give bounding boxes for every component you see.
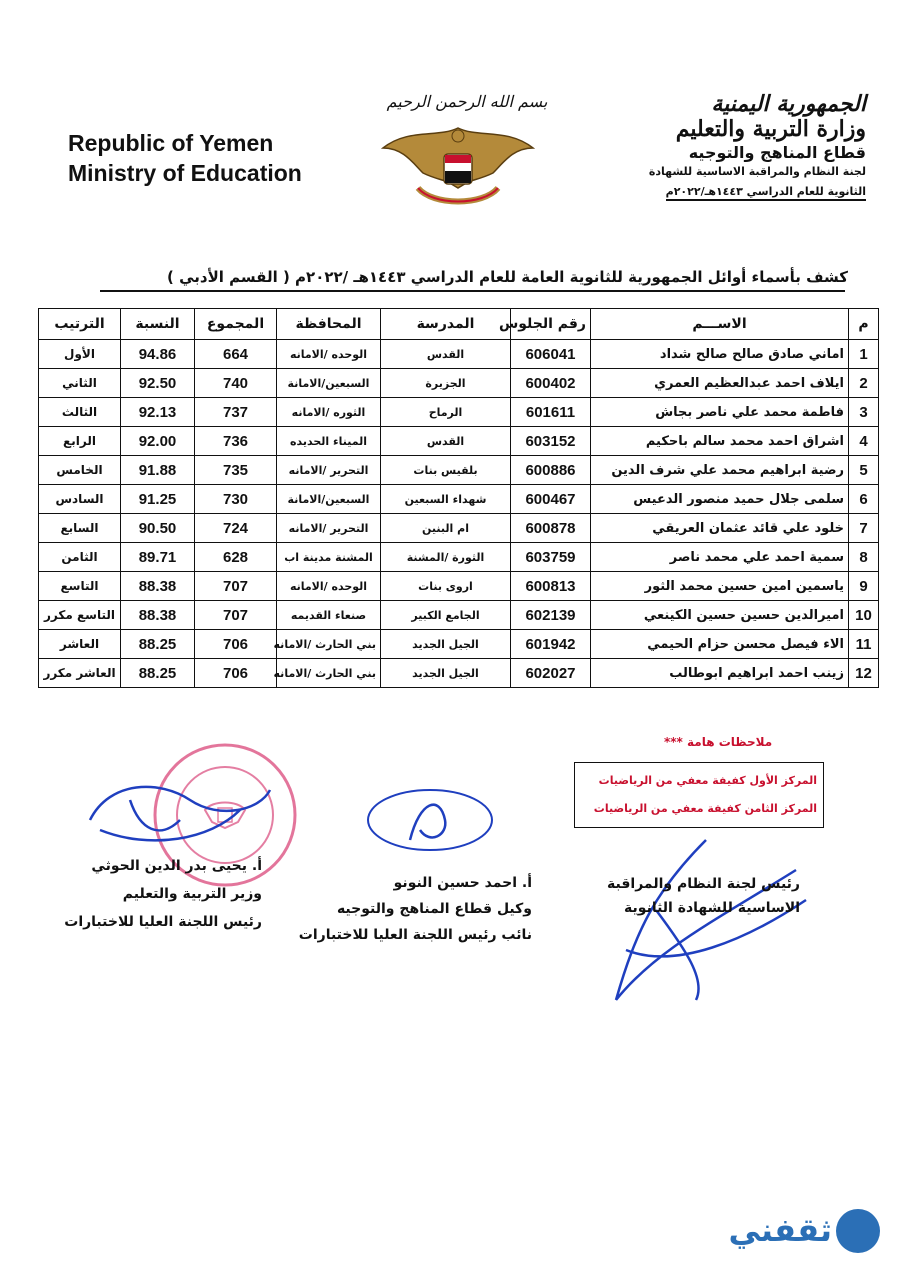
signature-committee-line1: رئيس لجنة النظام والمراقبة [607, 876, 800, 892]
col-header-governorate: المحافظة [277, 309, 381, 340]
cell-percent: 89.71 [121, 543, 195, 572]
header-ar-line2: وزارة التربية والتعليم [675, 116, 866, 142]
cell-governorate: المشنة مدينة اب [277, 543, 381, 572]
table-row [39, 398, 879, 427]
basmala: بسم الله الرحمن الرحيم [386, 92, 548, 111]
cell-index: 1 [849, 340, 879, 369]
cell-governorate: السبعين/الامانة [277, 369, 381, 398]
col-header-percent: النسبة [121, 309, 195, 340]
cell-percent: 90.50 [121, 514, 195, 543]
note-item: المركز الثامن كفيفة معفي من الرياضيات [593, 802, 817, 815]
cell-governorate: بني الحارث /الامانه [277, 630, 381, 659]
cell-total: 724 [195, 514, 277, 543]
cell-school: ام البنين [381, 514, 511, 543]
header-arabic [646, 92, 866, 201]
header-ar-line3: قطاع المناهج والتوجيه [688, 143, 866, 162]
col-header-index: م [849, 309, 879, 340]
cell-name: سمية احمد علي محمد ناصر [591, 543, 849, 572]
signature-deputy-line3: نائب رئيس اللجنة العليا للاختبارات [298, 927, 532, 943]
signature-scribble-deputy-icon [360, 780, 500, 860]
col-header-school: المدرسة [381, 309, 511, 340]
cell-school: الجيل الجديد [381, 630, 511, 659]
cell-school: الجزيرة [381, 369, 511, 398]
cell-school: اروى بنات [381, 572, 511, 601]
cell-governorate: الوحده /الامانه [277, 340, 381, 369]
table-row [39, 601, 879, 630]
cell-total: 737 [195, 398, 277, 427]
cell-school: الجامع الكبير [381, 601, 511, 630]
cell-index: 8 [849, 543, 879, 572]
cell-rank: الرابع [39, 427, 121, 456]
header-en-line2: Ministry of Education [68, 160, 302, 186]
table-row [39, 456, 879, 485]
eagle-emblem-icon [378, 118, 538, 216]
signature-deputy [292, 870, 532, 948]
cell-school: بلقيس بنات [381, 456, 511, 485]
cell-name: ايلاف احمد عبدالعظيم العمري [591, 369, 849, 398]
cell-percent: 92.50 [121, 369, 195, 398]
results-table [38, 308, 879, 688]
cell-name: خلود علي قائد عثمان العريقي [591, 514, 849, 543]
table-row [39, 514, 879, 543]
cell-school: القدس [381, 340, 511, 369]
cell-index: 4 [849, 427, 879, 456]
header-ar-line4: لجنة النظام والمراقبة الاساسية للشهادة [648, 165, 866, 178]
lightbulb-icon [836, 1209, 880, 1253]
col-header-rank: الترتيب [39, 309, 121, 340]
cell-index: 9 [849, 572, 879, 601]
cell-seat: 600813 [511, 572, 591, 601]
notes-title: ملاحظات هامة *** [664, 735, 773, 749]
table-row [39, 659, 879, 688]
cell-school: القدس [381, 427, 511, 456]
cell-rank: الثامن [39, 543, 121, 572]
cell-name: سلمى جلال حميد منصور الدعيس [591, 485, 849, 514]
cell-seat: 601611 [511, 398, 591, 427]
table-row [39, 427, 879, 456]
cell-rank: العاشر [39, 630, 121, 659]
cell-seat: 602139 [511, 601, 591, 630]
title-underline [100, 290, 845, 292]
watermark [690, 1205, 880, 1265]
cell-school: شهداء السبعين [381, 485, 511, 514]
header-ar-line1: الجمهورية اليمنية [711, 91, 866, 117]
cell-total: 740 [195, 369, 277, 398]
cell-governorate: بني الحارث /الامانه [277, 659, 381, 688]
table-row [39, 630, 879, 659]
cell-seat: 603152 [511, 427, 591, 456]
col-header-total: المجموع [195, 309, 277, 340]
cell-rank: الخامس [39, 456, 121, 485]
cell-percent: 88.38 [121, 601, 195, 630]
cell-seat: 606041 [511, 340, 591, 369]
cell-school: الثورة /المشنة [381, 543, 511, 572]
signature-committee [600, 872, 800, 920]
cell-governorate: الميناء الحديده [277, 427, 381, 456]
cell-total: 707 [195, 601, 277, 630]
signature-scribble-committee-icon [596, 830, 816, 1010]
cell-total: 736 [195, 427, 277, 456]
cell-name: اميرالدين حسين حسين الكينعي [591, 601, 849, 630]
table-row [39, 543, 879, 572]
cell-total: 706 [195, 659, 277, 688]
header-en-line1: Republic of Yemen [68, 130, 274, 156]
cell-governorate: صنعاء القديمه [277, 601, 381, 630]
cell-index: 12 [849, 659, 879, 688]
cell-seat: 603759 [511, 543, 591, 572]
table-row [39, 340, 879, 369]
cell-total: 735 [195, 456, 277, 485]
cell-total: 706 [195, 630, 277, 659]
document-title: كشف بأسماء أوائل الجمهورية للثانوية العامة للعام الدراسي ١٤٤٣هـ /٢٠٢٢م ( القسم الأدبي ) [167, 268, 848, 286]
cell-rank: السادس [39, 485, 121, 514]
cell-percent: 91.25 [121, 485, 195, 514]
cell-index: 7 [849, 514, 879, 543]
signature-minister-line2: وزير التربية والتعليم [122, 886, 262, 902]
signature-deputy-line2: وكيل قطاع المناهج والتوجيه [336, 901, 532, 917]
col-header-seat: رقم الجلوس [511, 309, 591, 340]
cell-governorate: الوحده /الامانه [277, 572, 381, 601]
table-header-row [39, 309, 879, 340]
cell-name: فاطمة محمد علي ناصر بجاش [591, 398, 849, 427]
cell-name: زينب احمد ابراهيم ابوطالب [591, 659, 849, 688]
header-english [68, 128, 302, 188]
cell-rank: الأول [39, 340, 121, 369]
table-row [39, 572, 879, 601]
cell-total: 730 [195, 485, 277, 514]
cell-rank: الثاني [39, 369, 121, 398]
col-header-name: الاســـم [591, 309, 849, 340]
cell-index: 5 [849, 456, 879, 485]
cell-name: اماني صادق صالح صالح شداد [591, 340, 849, 369]
signature-minister-line1: أ. يحيى بدر الدين الحوثي [91, 858, 262, 874]
cell-total: 628 [195, 543, 277, 572]
cell-percent: 92.00 [121, 427, 195, 456]
table-row [39, 485, 879, 514]
cell-rank: التاسع [39, 572, 121, 601]
cell-percent: 88.25 [121, 659, 195, 688]
cell-school: الرماح [381, 398, 511, 427]
cell-rank: الثالث [39, 398, 121, 427]
signature-scribble-minister-icon [70, 770, 290, 860]
signature-minister [42, 852, 262, 936]
cell-rank: السابع [39, 514, 121, 543]
signature-minister-line3: رئيس اللجنة العليا للاختبارات [64, 914, 262, 930]
cell-governorate: التحرير /الامانه [277, 456, 381, 485]
note-item: المركز الأول كفيفة معفي من الرياضيات [598, 774, 817, 787]
cell-index: 2 [849, 369, 879, 398]
cell-index: 11 [849, 630, 879, 659]
cell-percent: 92.13 [121, 398, 195, 427]
cell-name: الاء فيصل محسن حزام الحيمي [591, 630, 849, 659]
cell-percent: 88.38 [121, 572, 195, 601]
cell-governorate: السبعين/الامانة [277, 485, 381, 514]
cell-name: رضية ابراهيم محمد علي شرف الدين [591, 456, 849, 485]
signature-deputy-line1: أ. احمد حسين النونو [393, 875, 532, 891]
cell-seat: 600467 [511, 485, 591, 514]
cell-seat: 600886 [511, 456, 591, 485]
header-ar-line5: الثانوية للعام الدراسي ١٤٤٣هـ/٢٠٢٢م [666, 185, 866, 201]
cell-rank: التاسع مكرر [39, 601, 121, 630]
cell-index: 6 [849, 485, 879, 514]
cell-seat: 602027 [511, 659, 591, 688]
cell-school: الجيل الجديد [381, 659, 511, 688]
cell-seat: 600402 [511, 369, 591, 398]
table-row [39, 369, 879, 398]
cell-governorate: الثوره /الامانه [277, 398, 381, 427]
cell-rank: العاشر مكرر [39, 659, 121, 688]
notes-box [574, 762, 824, 828]
cell-index: 3 [849, 398, 879, 427]
cell-total: 707 [195, 572, 277, 601]
cell-percent: 94.86 [121, 340, 195, 369]
cell-governorate: التحرير /الامانه [277, 514, 381, 543]
cell-seat: 600878 [511, 514, 591, 543]
cell-percent: 91.88 [121, 456, 195, 485]
cell-name: اشراق احمد محمد سالم باحكيم [591, 427, 849, 456]
cell-percent: 88.25 [121, 630, 195, 659]
cell-total: 664 [195, 340, 277, 369]
cell-seat: 601942 [511, 630, 591, 659]
cell-index: 10 [849, 601, 879, 630]
signature-committee-line2: الاساسية للشهادة الثانوية [624, 900, 800, 916]
watermark-text: ثقفني [728, 1211, 832, 1249]
cell-name: ياسمين امين حسين محمد الثور [591, 572, 849, 601]
